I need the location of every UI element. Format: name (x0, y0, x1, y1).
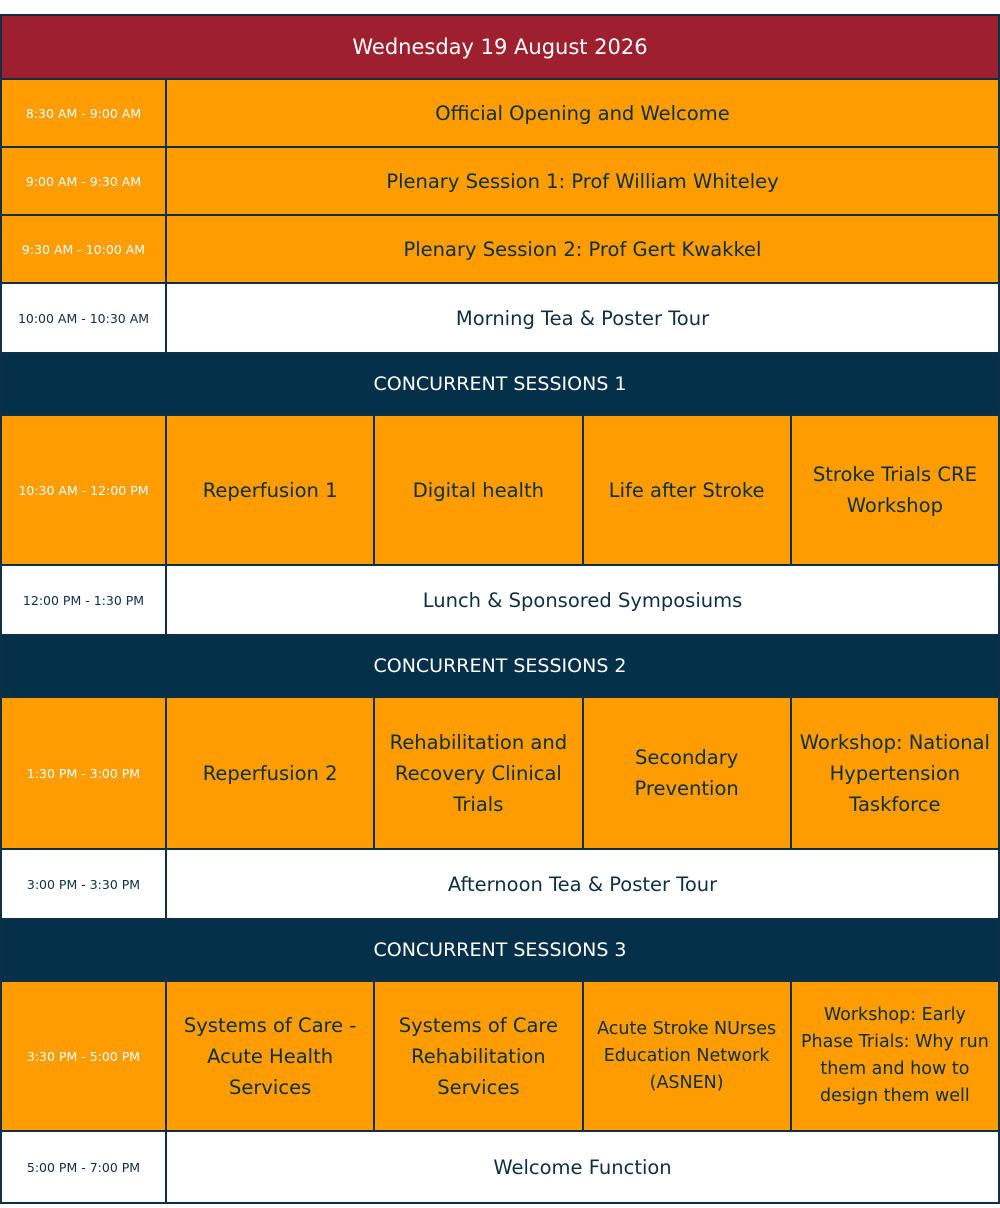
section-row-concurrent-2 (1, 635, 999, 697)
section-row-concurrent-1 (1, 353, 999, 415)
schedule-row-concurrent-3 (1, 981, 999, 1131)
session-cell: Reperfusion 1 (166, 415, 374, 565)
time-slot: 3:00 PM - 3:30 PM (1, 849, 166, 919)
schedule-row-plenary-1 (1, 147, 999, 215)
section-heading: CONCURRENT SESSIONS 2 (1, 635, 999, 697)
schedule-row-welcome-function (1, 1131, 999, 1203)
section-heading: CONCURRENT SESSIONS 3 (1, 919, 999, 981)
session-cell: Systems of Care Rehabilitation Services (374, 981, 582, 1131)
time-slot: 10:00 AM - 10:30 AM (1, 283, 166, 353)
schedule-row-concurrent-2 (1, 697, 999, 849)
time-slot: 1:30 PM - 3:00 PM (1, 697, 166, 849)
session-title-morning-tea: Morning Tea & Poster Tour (166, 283, 999, 353)
session-cell: Workshop: Early Phase Trials: Why run them and how to design them well (791, 981, 999, 1131)
time-slot: 3:30 PM - 5:00 PM (1, 981, 166, 1131)
session-title-welcome-function: Welcome Function (166, 1131, 999, 1203)
time-slot: 8:30 AM - 9:00 AM (1, 79, 166, 147)
time-slot: 5:00 PM - 7:00 PM (1, 1131, 166, 1203)
session-cell: Systems of Care - Acute Health Services (166, 981, 374, 1131)
schedule-row-lunch (1, 565, 999, 635)
time-slot: 10:30 AM - 12:00 PM (1, 415, 166, 565)
schedule-row-afternoon-tea (1, 849, 999, 919)
schedule-row-plenary-2 (1, 215, 999, 283)
session-cell: Acute Stroke NUrses Education Network (ASNEN) (583, 981, 791, 1131)
time-slot: 9:00 AM - 9:30 AM (1, 147, 166, 215)
time-slot: 12:00 PM - 1:30 PM (1, 565, 166, 635)
schedule-row-concurrent-1 (1, 415, 999, 565)
session-title-plenary-2: Plenary Session 2: Prof Gert Kwakkel (166, 215, 999, 283)
session-title-opening: Official Opening and Welcome (166, 79, 999, 147)
session-cell: Workshop: National Hypertension Taskforce (791, 697, 999, 849)
session-cell: Life after Stroke (583, 415, 791, 565)
session-cell: Digital health (374, 415, 582, 565)
session-cell: Secondary Prevention (583, 697, 791, 849)
session-cell: Reperfusion 2 (166, 697, 374, 849)
session-title-afternoon-tea: Afternoon Tea & Poster Tour (166, 849, 999, 919)
schedule-row-opening (1, 79, 999, 147)
time-slot: 9:30 AM - 10:00 AM (1, 215, 166, 283)
schedule-row-morning-tea (1, 283, 999, 353)
section-heading: CONCURRENT SESSIONS 1 (1, 353, 999, 415)
session-cell: Stroke Trials CRE Workshop (791, 415, 999, 565)
program-schedule-table (0, 14, 1000, 1204)
session-title-plenary-1: Plenary Session 1: Prof William Whiteley (166, 147, 999, 215)
session-cell: Rehabilitation and Recovery Clinical Trials (374, 697, 582, 849)
session-title-lunch: Lunch & Sponsored Symposiums (166, 565, 999, 635)
schedule-header-row (1, 15, 999, 79)
section-row-concurrent-3 (1, 919, 999, 981)
schedule-day-title: Wednesday 19 August 2026 (1, 15, 999, 79)
